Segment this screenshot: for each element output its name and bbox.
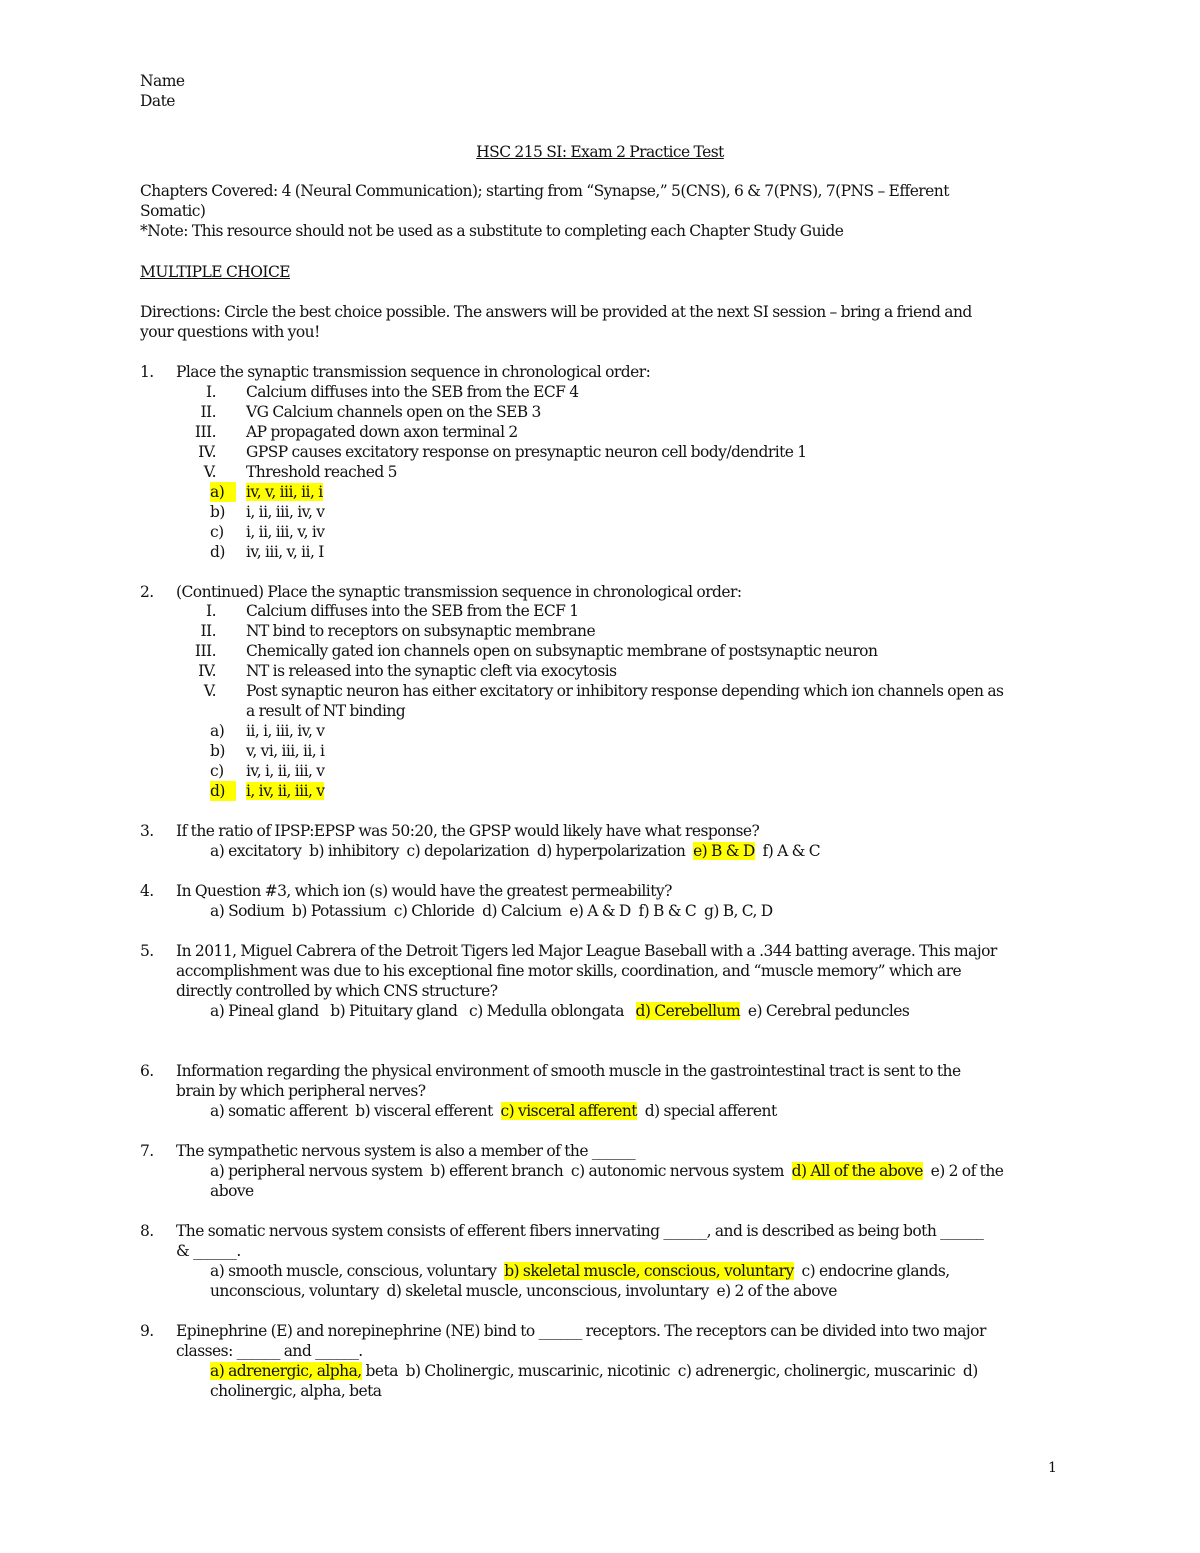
question-text: directly controlled by which CNS structure? bbox=[176, 982, 498, 1000]
question-text: & ______. bbox=[176, 1242, 241, 1260]
date-label: Date bbox=[140, 92, 175, 110]
roman-numeral: II. bbox=[200, 622, 216, 640]
directions-line-1: Directions: Circle the best choice possible. The answers will be provided at the next SI session – bring a friend and bbox=[140, 303, 972, 321]
answer-choices-continued: unconscious, voluntary d) skeletal muscle, unconscious, involuntary e) 2 of the above bbox=[210, 1282, 837, 1300]
option-text bbox=[246, 482, 323, 502]
question-number: 5. bbox=[140, 942, 154, 960]
roman-numeral: III. bbox=[194, 423, 216, 441]
chapters-line-2: Somatic) bbox=[140, 202, 206, 220]
answer-choices: a) Sodium b) Potassium c) Chloride d) Calcium e) A & D f) B & C g) B, C, D bbox=[210, 902, 773, 920]
roman-numeral: I. bbox=[206, 602, 216, 620]
page-number: 1 bbox=[1048, 1460, 1057, 1476]
answer-choices: a) somatic afferent b) visceral efferent c) visceral afferent d) special afferent bbox=[210, 1102, 777, 1120]
highlighted-answer: d) Cerebellum bbox=[635, 1002, 741, 1020]
sequence-item: Calcium diffuses into the SEB from the ECF 4 bbox=[246, 383, 579, 401]
roman-numeral: V. bbox=[203, 463, 216, 481]
sequence-item: Post synaptic neuron has either excitatory or inhibitory response depending which ion channels open as bbox=[246, 682, 1004, 700]
option-letter: d) bbox=[210, 781, 236, 801]
option-text: iv, i, ii, iii, v bbox=[246, 762, 325, 780]
answer-choices-continued: cholinergic, alpha, beta bbox=[210, 1382, 382, 1400]
page-title: HSC 215 SI: Exam 2 Practice Test bbox=[476, 143, 724, 161]
highlighted-answer: a) adrenergic, alpha, bbox=[210, 1362, 362, 1380]
option-text: v, vi, iii, ii, i bbox=[246, 742, 325, 760]
roman-numeral: IV. bbox=[198, 662, 216, 680]
sequence-item-continued: a result of NT binding bbox=[246, 702, 406, 720]
option-letter: b) bbox=[210, 503, 225, 521]
name-label: Name bbox=[140, 72, 185, 90]
section-heading: MULTIPLE CHOICE bbox=[140, 263, 291, 281]
roman-numeral: V. bbox=[203, 682, 216, 700]
answer-choices-continued: above bbox=[210, 1182, 254, 1200]
directions-line-2: your questions with you! bbox=[140, 323, 320, 341]
option-letter: c) bbox=[210, 523, 224, 541]
question-text: If the ratio of IPSP:EPSP was 50:20, the GPSP would likely have what response? bbox=[176, 822, 760, 840]
question-number: 2. bbox=[140, 583, 154, 601]
question-number: 1. bbox=[140, 363, 154, 381]
question-text: brain by which peripheral nerves? bbox=[176, 1082, 426, 1100]
answer-choices: a) Pineal gland b) Pituitary gland c) Medulla oblongata d) Cerebellum e) Cerebral peduncles bbox=[210, 1002, 910, 1020]
sequence-item: Threshold reached 5 bbox=[246, 463, 397, 481]
option-text bbox=[246, 781, 324, 801]
sequence-item: Calcium diffuses into the SEB from the ECF 1 bbox=[246, 602, 579, 620]
question-text: The somatic nervous system consists of efferent fibers innervating ______, and is described as being both ______ bbox=[176, 1222, 984, 1240]
option-letter: c) bbox=[210, 762, 224, 780]
answer-choices: a) peripheral nervous system b) efferent branch c) autonomic nervous system d) All of the above e) 2 of the bbox=[210, 1162, 1004, 1180]
option-text: ii, i, iii, iv, v bbox=[246, 722, 325, 740]
sequence-item: VG Calcium channels open on the SEB 3 bbox=[246, 403, 541, 421]
question-text: classes: ______ and ______. bbox=[176, 1342, 363, 1360]
question-text: The sympathetic nervous system is also a member of the ______ bbox=[176, 1142, 636, 1160]
sequence-item: NT bind to receptors on subsynaptic membrane bbox=[246, 622, 596, 640]
sequence-item: Chemically gated ion channels open on subsynaptic membrane of postsynaptic neuron bbox=[246, 642, 878, 660]
question-number: 3. bbox=[140, 822, 154, 840]
option-text: iv, iii, v, ii, I bbox=[246, 543, 324, 561]
highlighted-answer: i, iv, ii, iii, v bbox=[246, 782, 325, 800]
roman-numeral: III. bbox=[194, 642, 216, 660]
question-text: Epinephrine (E) and norepinephrine (NE) bind to ______ receptors. The receptors can be divided into two major bbox=[176, 1322, 986, 1340]
question-text: In Question #3, which ion (s) would have the greatest permeability? bbox=[176, 882, 672, 900]
roman-numeral: I. bbox=[206, 383, 216, 401]
note-line: *Note: This resource should not be used as a substitute to completing each Chapter Study Guide bbox=[140, 222, 844, 240]
question-text: Information regarding the physical environment of smooth muscle in the gastrointestinal tract is sent to the bbox=[176, 1062, 961, 1080]
question-text: Place the synaptic transmission sequence in chronological order: bbox=[176, 363, 651, 381]
question-text: (Continued) Place the synaptic transmission sequence in chronological order: bbox=[176, 583, 742, 601]
roman-numeral: II. bbox=[200, 403, 216, 421]
question-text: In 2011, Miguel Cabrera of the Detroit Tigers led Major League Baseball with a .344 batting average. This major bbox=[176, 942, 997, 960]
question-number: 6. bbox=[140, 1062, 154, 1080]
option-letter: a) bbox=[210, 482, 236, 502]
question-number: 8. bbox=[140, 1222, 154, 1240]
answer-choices: a) smooth muscle, conscious, voluntary b) skeletal muscle, conscious, voluntary c) endocrine glands, bbox=[210, 1262, 950, 1280]
chapters-line-1: Chapters Covered: 4 (Neural Communication); starting from “Synapse,” 5(CNS), 6 & 7(PNS), 7(PNS – Efferent bbox=[140, 182, 949, 200]
question-number: 9. bbox=[140, 1322, 154, 1340]
answer-choices: a) excitatory b) inhibitory c) depolarization d) hyperpolarization e) B & D f) A & C bbox=[210, 842, 821, 860]
highlighted-answer: iv, v, iii, ii, i bbox=[246, 483, 323, 501]
answer-choices: a) adrenergic, alpha, beta b) Cholinergic, muscarinic, nicotinic c) adrenergic, cholinergic, muscarinic d) bbox=[210, 1362, 978, 1380]
sequence-item: AP propagated down axon terminal 2 bbox=[246, 423, 518, 441]
sequence-item: NT is released into the synaptic cleft via exocytosis bbox=[246, 662, 617, 680]
highlighted-answer: c) visceral afferent bbox=[500, 1102, 637, 1120]
option-letter: b) bbox=[210, 742, 225, 760]
roman-numeral: IV. bbox=[198, 443, 216, 461]
option-letter: d) bbox=[210, 543, 225, 561]
option-text: i, ii, iii, iv, v bbox=[246, 503, 325, 521]
highlighted-answer: b) skeletal muscle, conscious, voluntary bbox=[504, 1262, 794, 1280]
question-number: 7. bbox=[140, 1142, 154, 1160]
highlighted-answer: d) All of the above bbox=[791, 1162, 923, 1180]
sequence-item: GPSP causes excitatory response on presynaptic neuron cell body/dendrite 1 bbox=[246, 443, 807, 461]
question-number: 4. bbox=[140, 882, 154, 900]
question-text: accomplishment was due to his exceptional fine motor skills, coordination, and “muscle memory” which are bbox=[176, 962, 962, 980]
highlighted-answer: e) B & D bbox=[693, 842, 755, 860]
option-text: i, ii, iii, v, iv bbox=[246, 523, 325, 541]
option-letter: a) bbox=[210, 722, 225, 740]
